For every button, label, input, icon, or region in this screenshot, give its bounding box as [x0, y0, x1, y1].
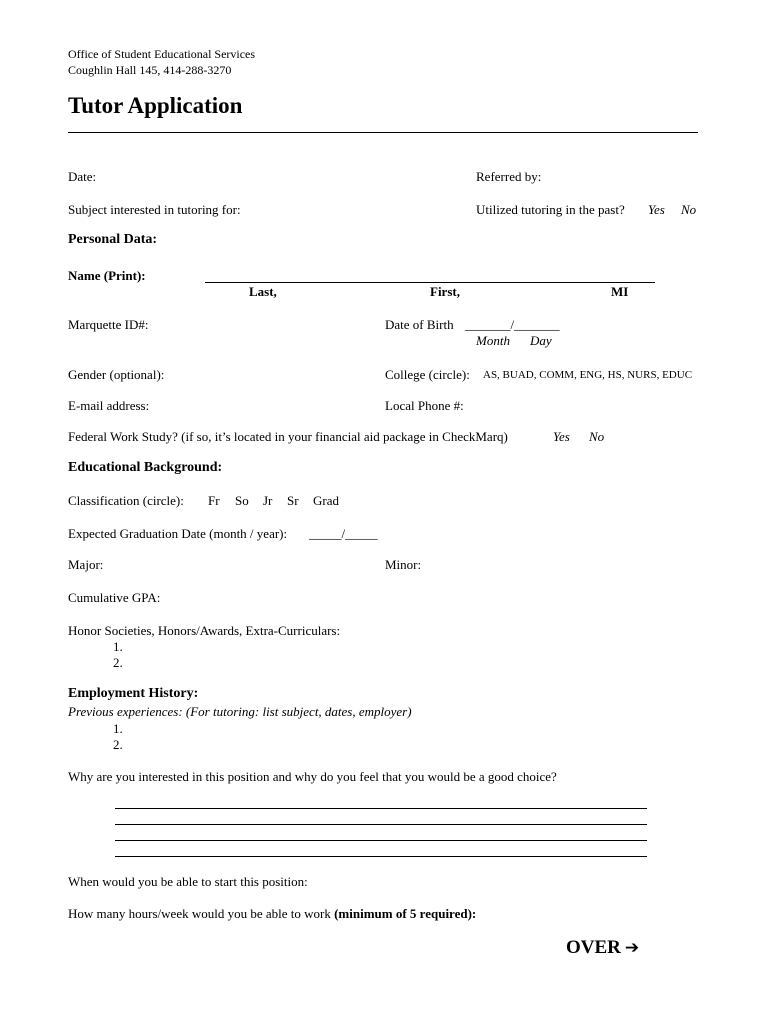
date-label: Date:	[68, 169, 97, 184]
classification-option-grad[interactable]: Grad	[313, 493, 339, 508]
graduation-date-label: Expected Graduation Date (month / year):	[68, 526, 288, 541]
fws-yes-option[interactable]: Yes	[553, 429, 570, 444]
employment-subheading: Previous experiences: (For tutoring: list subject, dates, employer)	[68, 704, 412, 719]
dob-day-caption: Day	[530, 333, 552, 348]
hours-requirement: (minimum of 5 required):	[334, 906, 477, 921]
major-label: Major:	[68, 557, 104, 572]
utilized-no-option[interactable]: No	[681, 202, 697, 217]
dob-blank[interactable]: _______/_______	[465, 317, 560, 332]
personal-data-heading: Personal Data:	[68, 232, 158, 247]
why-question: Why are you interested in this position and why do you feel that you would be a good choice?	[68, 769, 557, 784]
answer-line-2[interactable]	[115, 824, 647, 825]
gender-label: Gender (optional):	[68, 367, 165, 382]
classification-option-jr[interactable]: Jr	[263, 493, 273, 508]
honors-item-2: 2.	[113, 655, 123, 670]
title-rule	[68, 132, 698, 133]
honors-item-1: 1.	[113, 639, 123, 654]
office-name: Office of Student Educational Services	[68, 47, 256, 61]
arrow-right-icon: ➔	[624, 938, 640, 958]
educational-background-heading: Educational Background:	[68, 460, 223, 475]
classification-option-so[interactable]: So	[235, 493, 249, 508]
classification-option-sr[interactable]: Sr	[287, 493, 299, 508]
referred-by-label: Referred by:	[476, 169, 542, 184]
over-indicator	[566, 937, 639, 959]
classification-label: Classification (circle):	[68, 493, 184, 508]
name-last-caption: Last,	[249, 284, 277, 299]
graduation-date-blank[interactable]: _____/_____	[309, 526, 378, 541]
answer-line-3[interactable]	[115, 840, 647, 841]
utilized-yes-option[interactable]: Yes	[648, 202, 665, 217]
name-first-caption: First,	[430, 284, 460, 299]
hours-question: How many hours/week would you be able to work	[68, 906, 331, 921]
employment-item-2: 2.	[113, 737, 123, 752]
college-label: College (circle):	[385, 367, 470, 382]
name-label: Name (Print):	[68, 268, 146, 283]
subject-label: Subject interested in tutoring for:	[68, 202, 241, 217]
college-options[interactable]: AS, BUAD, COMM, ENG, HS, NURS, EDUC	[483, 369, 693, 381]
start-date-label: When would you be able to start this position:	[68, 874, 308, 889]
marquette-id-label: Marquette ID#:	[68, 317, 149, 332]
page-title: Tutor Application	[68, 93, 243, 118]
federal-work-study-label: Federal Work Study? (if so, it’s located in your financial aid package in CheckMarq)	[68, 429, 508, 444]
gpa-label: Cumulative GPA:	[68, 590, 161, 605]
hours-label	[68, 906, 476, 922]
employment-item-1: 1.	[113, 721, 123, 736]
local-phone-label: Local Phone #:	[385, 398, 464, 413]
minor-label: Minor:	[385, 557, 422, 572]
utilized-tutoring-label: Utilized tutoring in the past?	[476, 202, 625, 217]
honors-label: Honor Societies, Honors/Awards, Extra-Curriculars:	[68, 623, 341, 638]
fws-no-option[interactable]: No	[589, 429, 605, 444]
classification-option-fr[interactable]: Fr	[208, 493, 220, 508]
over-label: OVER	[566, 937, 621, 958]
answer-line-4[interactable]	[115, 856, 647, 857]
dob-month-caption: Month	[476, 333, 510, 348]
name-line[interactable]	[205, 282, 655, 283]
employment-history-heading: Employment History:	[68, 686, 199, 701]
office-address: Coughlin Hall 145, 414-288-3270	[68, 63, 232, 77]
email-label: E-mail address:	[68, 398, 150, 413]
answer-line-1[interactable]	[115, 808, 647, 809]
name-mi-caption: MI	[611, 284, 629, 299]
dob-label: Date of Birth	[385, 317, 454, 332]
